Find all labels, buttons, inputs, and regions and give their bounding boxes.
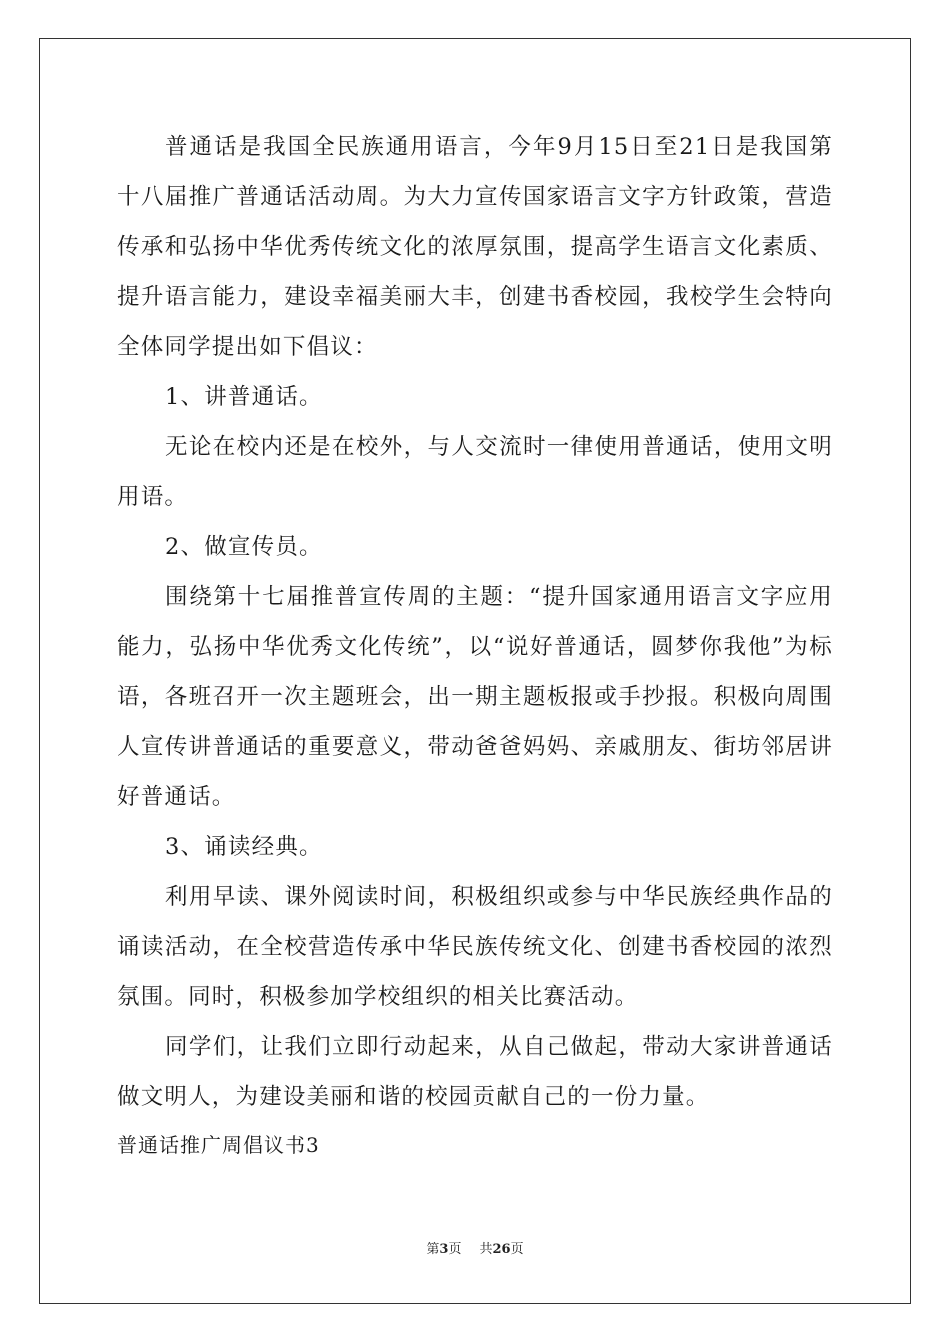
page-footer [0,1240,950,1260]
total-suffix: 页 [510,1242,524,1257]
page-prefix: 第 [426,1242,440,1257]
paragraph-closing: 同学们，让我们立即行动起来，从自己做起，带动大家讲普通话做文明人，为建设美丽和谐的校园贡献自己的一份力量。 [117,1034,833,1110]
item-heading-2: 2、做宣传员。 [165,534,323,560]
paragraph-item-2: 围绕第十七届推普宣传周的主题：“提升国家通用语言文字应用能力，弘扬中华优秀文化传统”，以“说好普通话，圆梦你我他”为标语，各班召开一次主题班会，出一期主题板报或手抄报。积极向周围人宣传讲普通话的重要意义，带动爸爸妈妈、亲戚朋友、街坊邻居讲好普通话。 [117,584,833,810]
total-prefix: 共 [479,1242,493,1257]
page-suffix: 页 [448,1242,462,1257]
page-number: 3 [439,1242,449,1257]
paragraph-item-1: 无论在校内还是在校外，与人交流时一律使用普通话，使用文明用语。 [117,434,833,510]
total-pages: 26 [492,1242,511,1257]
document-body [117,122,833,1122]
item-heading-3: 3、诵读经典。 [165,834,323,860]
paragraph-intro: 普通话是我国全民族通用语言，今年9月15日至21日是我国第十八届推广普通话活动周。为大力宣传国家语言文字方针政策，营造传承和弘扬中华优秀传统文化的浓厚氛围，提高学生语言文化素质、提升语言能力，建设幸福美丽大丰，创建书香校园，我校学生会特向全体同学提出如下倡议： [117,134,833,360]
item-heading-1: 1、讲普通话。 [165,384,323,410]
paragraph-item-3: 利用早读、课外阅读时间，积极组织或参与中华民族经典作品的诵读活动，在全校营造传承中华民族传统文化、创建书香校园的浓烈氛围。同时，积极参加学校组织的相关比赛活动。 [117,884,833,1010]
next-section-heading: 普通话推广周倡议书3 [117,1133,320,1157]
